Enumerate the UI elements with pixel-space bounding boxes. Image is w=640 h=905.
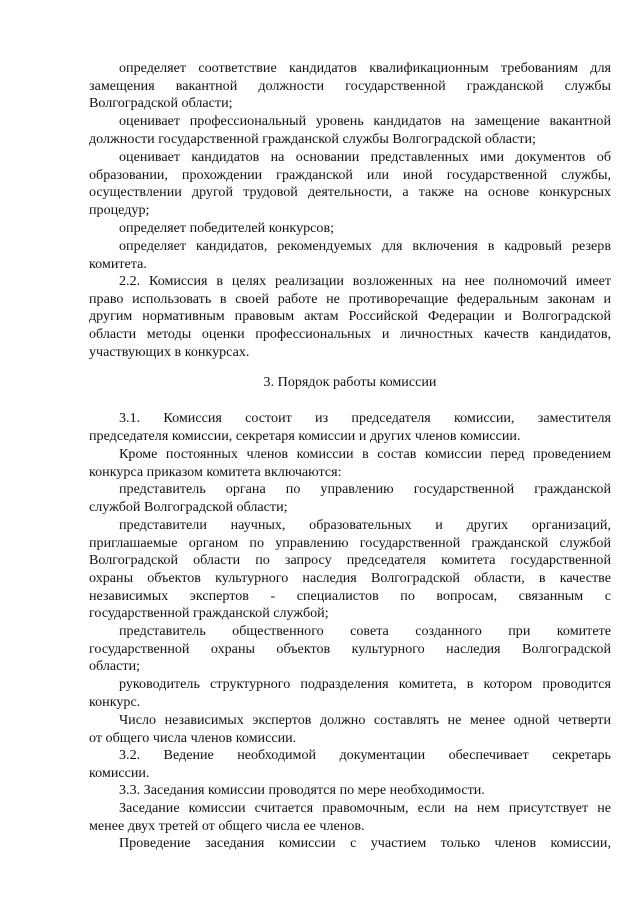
text-line: оценивает профессиональный уровень кандидатов на замещение вакантной	[119, 113, 611, 129]
paragraph-3-3	[89, 782, 611, 800]
text-line: участвующих в конкурсах.	[89, 343, 250, 360]
paragraph-quorum	[89, 800, 611, 835]
text-line: 3.3. Заседания комиссии проводятся по мере необходимости.	[119, 782, 485, 798]
text-line: руководитель структурного подразделения комитета, в котором проводится	[119, 676, 611, 692]
text-line: государственной охраны объектов культурного наследия Волгоградской	[89, 640, 611, 657]
text-line: конкурс.	[89, 693, 141, 710]
text-line: комитета.	[89, 255, 147, 272]
paragraph-public-council	[89, 623, 611, 676]
paragraph-evaluation	[89, 149, 611, 220]
paragraph-permanent-members	[89, 446, 611, 481]
text-line: приглашаемые органом по управлению государственной гражданской службой	[89, 534, 611, 551]
paragraph-professional-level	[89, 113, 611, 148]
text-line: государственной гражданской службой;	[89, 605, 329, 622]
text-line: представители научных, образовательных и других организаций,	[119, 517, 611, 533]
text-line: определяет победителей конкурсов;	[119, 220, 335, 236]
paragraph-2-2	[89, 273, 611, 361]
text-line: определяет кандидатов, рекомендуемых для включения в кадровый резерв	[119, 238, 611, 254]
paragraph-reserve	[89, 238, 611, 273]
text-line: замещения вакантной должности государственной гражданской службы	[89, 77, 611, 94]
text-line: 3.2. Ведение необходимой документации обеспечивает секретарь	[119, 747, 611, 763]
paragraph-3-1	[89, 410, 611, 445]
text-line: службой Волгоградской области;	[89, 498, 288, 515]
text-line: комиссии.	[89, 764, 150, 781]
paragraph-qualification	[89, 60, 611, 113]
text-line: области методы оценки профессиональных и личностных качеств кандидатов,	[89, 326, 611, 343]
section-heading: 3. Порядок работы комиссии	[263, 374, 437, 390]
text-line: определяет соответствие кандидатов квалификационным требованиям для	[119, 60, 611, 76]
text-line: Волгоградской области;	[89, 95, 233, 112]
text-line: Число независимых экспертов должно составлять не менее одной четверти	[119, 712, 611, 728]
text-line: осуществлении другой трудовой деятельности, а также на основе конкурсных	[89, 184, 611, 201]
text-line: менее двух третей от общего числа ее членов.	[89, 817, 365, 834]
text-line: процедур;	[89, 202, 150, 219]
text-line: от общего числа членов комиссии.	[89, 729, 297, 746]
text-line: конкурса приказом комитета включаются:	[89, 463, 342, 480]
text-line: должности государственной гражданской службы Волгоградской области;	[89, 130, 536, 147]
text-line: представитель общественного совета созданного при комитете	[119, 623, 611, 639]
text-line: образовании, прохождении гражданской или иной государственной службы,	[89, 166, 611, 183]
text-line: оценивает кандидатов на основании представленных ими документов об	[119, 149, 611, 165]
text-line: Волгоградской области по запросу председателя комитета государственной	[89, 552, 611, 569]
text-line: Кроме постоянных членов комиссии в состав комиссии перед проведением	[119, 446, 611, 462]
text-line: председателя комиссии, секретаря комиссии и других членов комиссии.	[89, 427, 521, 444]
text-line: 2.2. Комиссия в целях реализации возложенных на нее полномочий имеет	[119, 273, 611, 289]
text-line: Заседание комиссии считается правомочным, если на нем присутствует не	[119, 800, 611, 816]
paragraph-3-2	[89, 747, 611, 782]
text-line: 3.1. Комиссия состоит из председателя комиссии, заместителя	[119, 410, 611, 426]
paragraph-civil-service-rep	[89, 481, 611, 516]
text-line: представитель органа по управлению государственной гражданской	[119, 481, 611, 497]
text-line: охраны объектов культурного наследия Волгоградской области, в качестве	[89, 570, 611, 587]
paragraph-unit-head	[89, 676, 611, 711]
text-line: право использовать в своей работе не противоречащие федеральным законам и	[89, 290, 611, 307]
text-line: области;	[89, 658, 141, 675]
text-line: Проведение заседания комиссии с участием только членов комиссии,	[119, 835, 611, 851]
paragraph-winners	[89, 220, 611, 238]
paragraph-expert-count	[89, 712, 611, 747]
text-line: независимых экспертов - специалистов по вопросам, связанным с	[89, 587, 611, 604]
paragraph-meeting-conduct	[89, 835, 611, 853]
text-line: другим нормативным правовым актам Российской Федерации и Волгоградской	[89, 308, 611, 325]
paragraph-experts	[89, 517, 611, 623]
